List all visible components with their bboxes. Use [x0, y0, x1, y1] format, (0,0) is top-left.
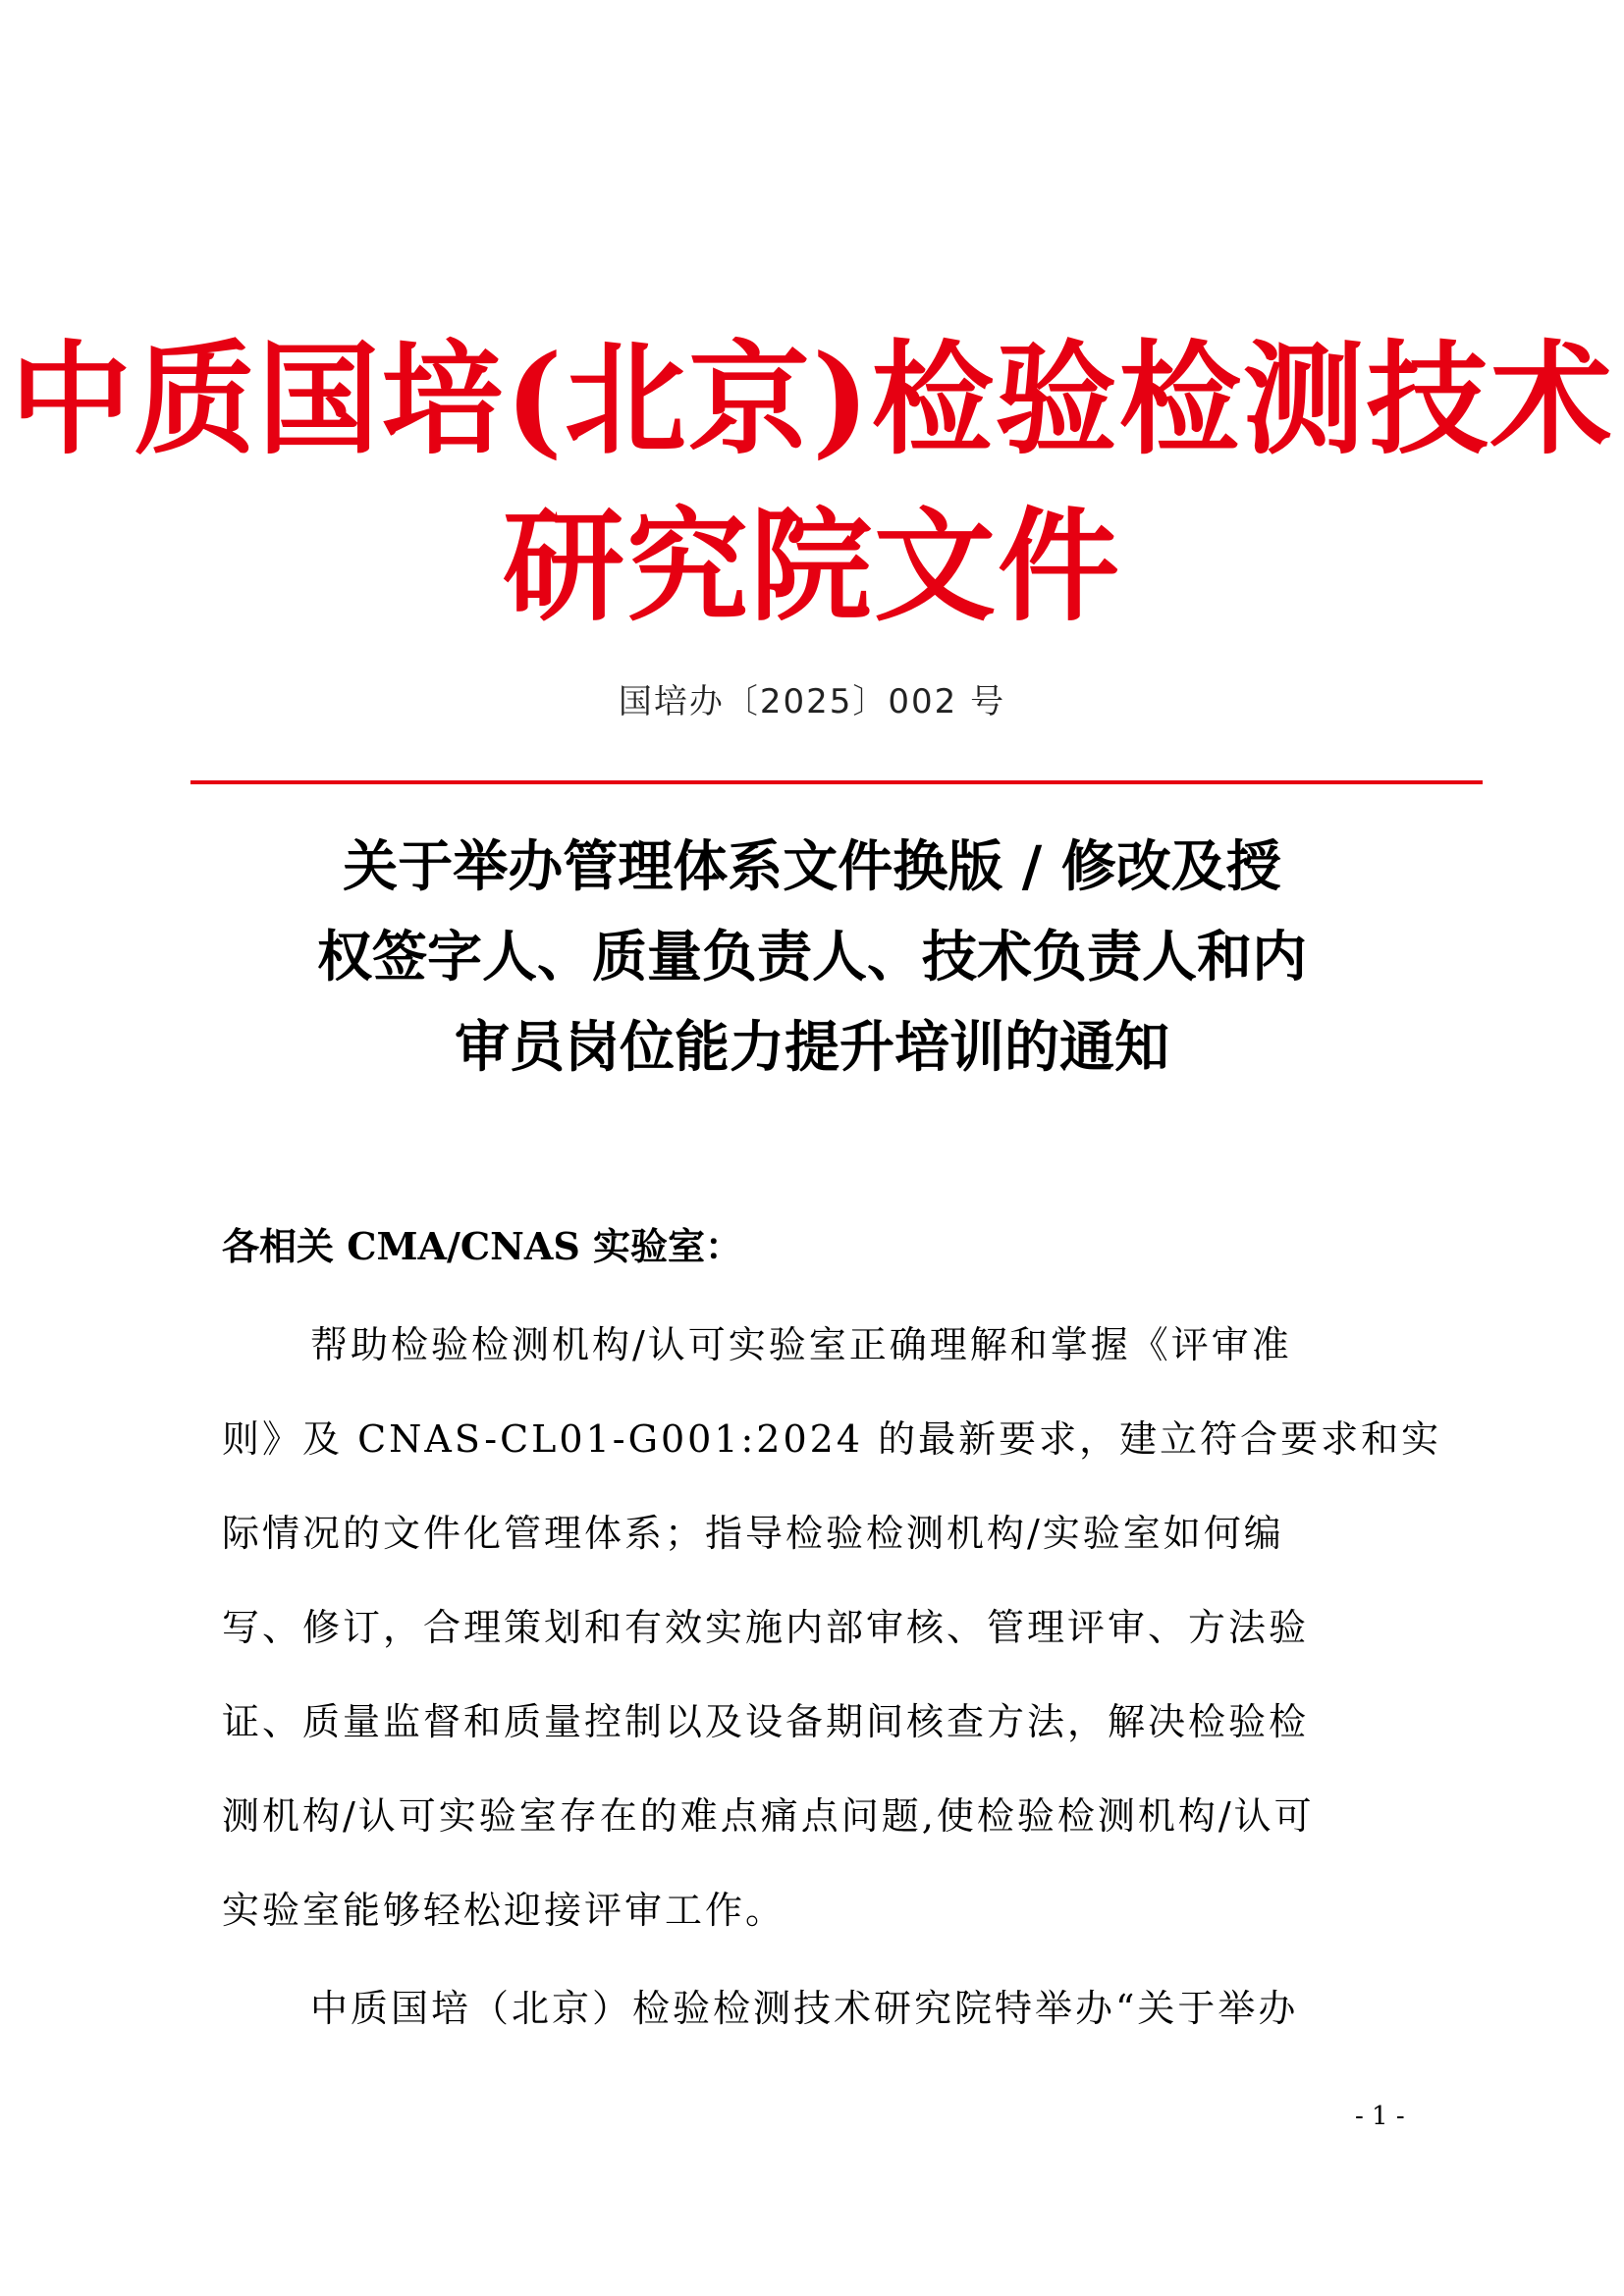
body-line: 帮助检验检测机构/认可实验室正确理解和掌握《评审准: [310, 1323, 1292, 1366]
notice-title-line1: 关于举办管理体系文件换版 / 修改及授: [343, 834, 1281, 899]
org-title-line2: 研究院文件: [502, 496, 1121, 638]
body-line: 则》及 CNAS-CL01-G001:2024 的最新要求，建立符合要求和实: [222, 1417, 1442, 1461]
org-title-line1: 中质国培(北京)检验检测技术: [10, 329, 1614, 471]
body-line: 证、质量监督和质量控制以及设备期间核查方法，解决检验检: [222, 1700, 1310, 1743]
body-line: 中质国培（北京）检验检测技术研究院特举办“关于举办: [310, 1987, 1299, 2030]
document-number: 国培办〔2025〕002 号: [618, 682, 1006, 721]
body-line: 测机构/认可实验室存在的难点痛点问题,使检验检测机构/认可: [222, 1794, 1315, 1838]
body-line: 实验室能够轻松迎接评审工作。: [222, 1889, 786, 1932]
page-number: - 1 -: [1355, 2102, 1405, 2131]
body-line: 写、修订，合理策划和有效实施内部审核、管理评审、方法验: [222, 1606, 1310, 1649]
notice-title-line2: 权签字人、质量负责人、技术负责人和内: [317, 925, 1307, 989]
body-line: 际情况的文件化管理体系；指导检验检测机构/实验室如何编: [222, 1512, 1284, 1555]
notice-title-line3: 审员岗位能力提升培训的通知: [455, 1015, 1169, 1080]
red-divider: [190, 780, 1483, 784]
salutation: 各相关 CMA/CNAS 实验室：: [222, 1224, 743, 1268]
